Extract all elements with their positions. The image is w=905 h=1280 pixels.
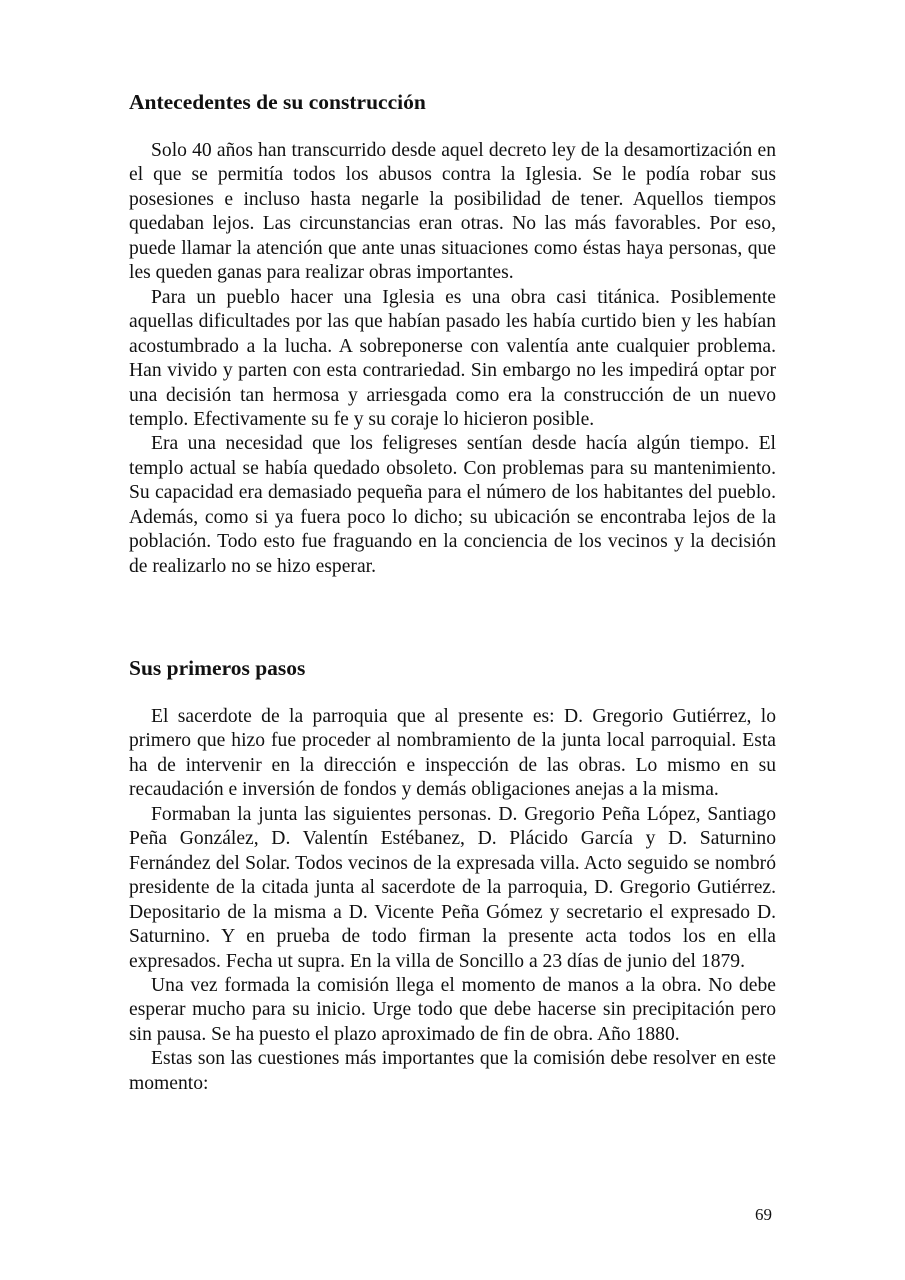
page-number: 69 (755, 1205, 772, 1224)
section-heading-antecedentes: Antecedentes de su construcción (129, 90, 426, 114)
paragraph: El sacerdote de la parroquia que al presente es: D. Gregorio Gutiérrez, lo primero que hizo fue proceder al nombramiento de la junta local parroquial. Esta ha de intervenir en la dirección e inspección de las obras. Lo mismo en su recaudación e inversión de fondos y demás obligaciones anejas a la misma. (129, 706, 776, 801)
paragraph: Para un pueblo hacer una Iglesia es una obra casi titánica. Posiblemente aquellas dificultades por las que habían pasado les había curtido bien y les habían acostumbrado a la lucha. A sobreponerse con valentía ante cualquier problema. Han vivido y parten con esta contrariedad. Sin embargo no les impedirá optar por una decisión tan hermosa y arriesgada como era la construcción de un nuevo templo. Efectivamente su fe y su coraje lo hicieron posible. (129, 286, 776, 430)
paragraph: Una vez formada la comisión llega el momento de manos a la obra. No debe esperar mucho para su inicio. Urge todo que debe hacerse sin precipitación pero sin pausa. Se ha puesto el plazo aproximado de fin de obra. Año 1880. (129, 974, 776, 1045)
section-body-primeros-pasos (129, 705, 776, 1096)
paragraph: Era una necesidad que los feligreses sentían desde hacía algún tiempo. El templo actual se había quedado obsoleto. Con problemas para su mantenimiento. Su capacidad era demasiado pequeña para el número de los habitantes del pueblo. Además, como si ya fuera poco lo dicho; su ubicación se encontraba lejos de la población. Todo esto fue fraguando en la conciencia de los vecinos y la decisión de realizarlo no se hizo esperar. (129, 433, 776, 577)
paragraph: Estas son las cuestiones más importantes que la comisión debe resolver en este momento: (129, 1048, 776, 1094)
section-heading-primeros-pasos: Sus primeros pasos (129, 656, 306, 680)
section-body-antecedentes (129, 139, 776, 579)
paragraph: Solo 40 años han transcurrido desde aquel decreto ley de la desamortización en el que se permitía todos los abusos contra la Iglesia. Se le podía robar sus posesiones e incluso hasta negarle la posibilidad de tener. Aquellos tiempos quedaban lejos. Las circunstancias eran otras. No las más favorables. Por eso, puede llamar la atención que ante unas situaciones como éstas haya personas, que les queden ganas para realizar obras importantes. (129, 140, 776, 284)
paragraph: Formaban la junta las siguientes personas. D. Gregorio Peña López, Santiago Peña González, D. Valentín Estébanez, D. Plácido García y D. Saturnino Fernández del Solar. Todos vecinos de la expresada villa. Acto seguido se nombró presidente de la citada junta al sacerdote de la parroquia, D. Gregorio Gutiérrez. Depositario de la misma a D. Vicente Peña Gómez y secretario el expresado D. Saturnino. Y en prueba de todo firman la presente acta todos los en ella expresados. Fecha ut supra. En la villa de Soncillo a 23 días de junio del 1879. (129, 803, 776, 972)
